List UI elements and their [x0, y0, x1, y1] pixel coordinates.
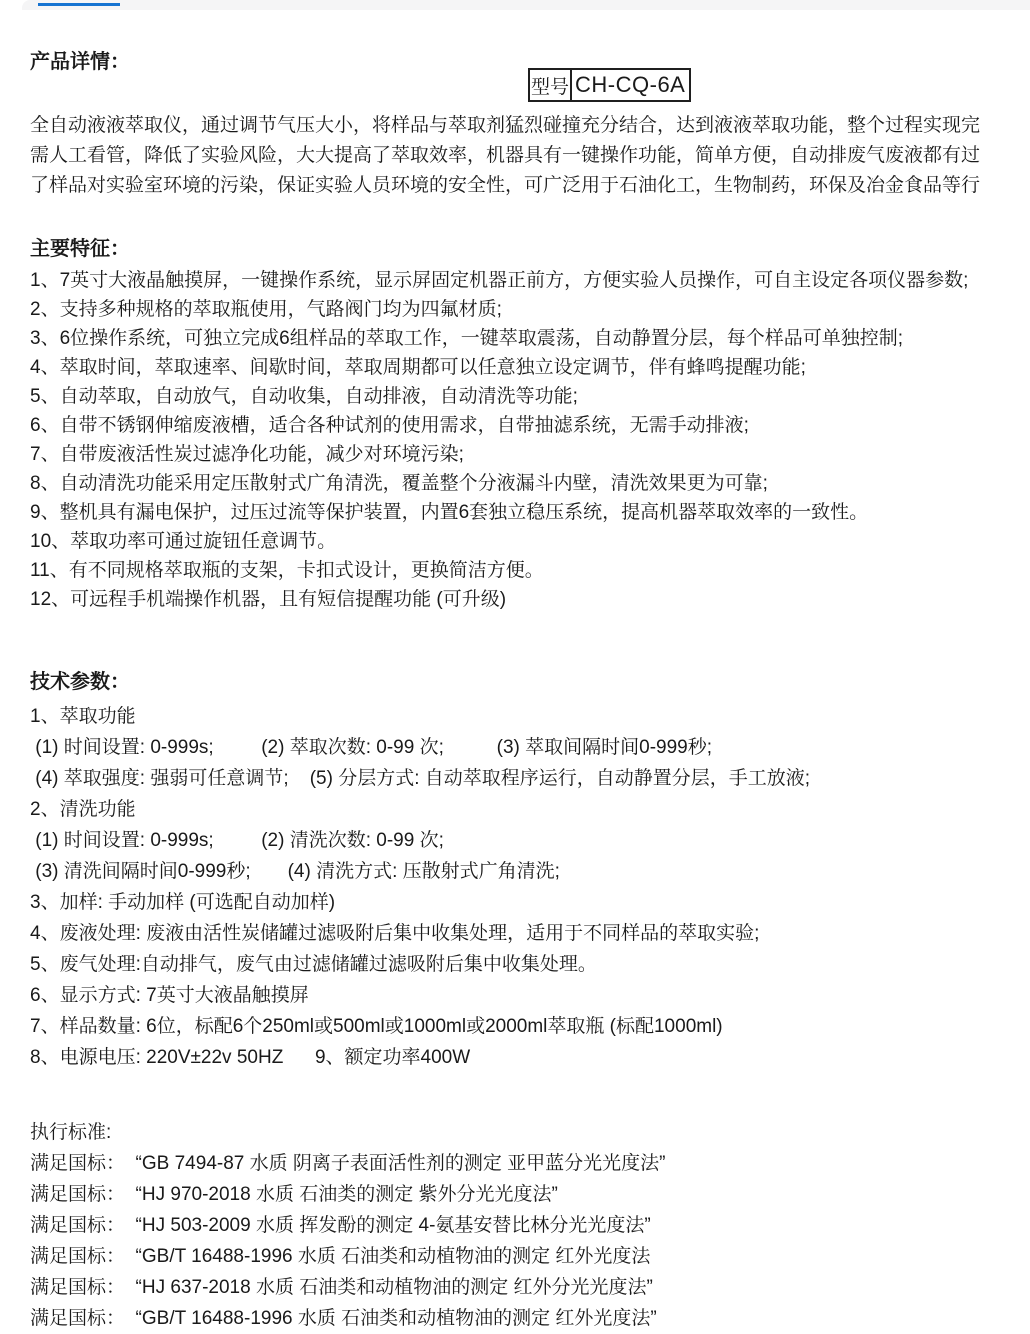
standard-line: 满足国标： “HJ 503-2009 水质 挥发酚的测定 4-氨基安替比林分光光度法”	[30, 1215, 651, 1236]
spec-line: 8、电源电压: 220V±22v 50HZ 9、额定功率400W	[30, 1047, 471, 1068]
spec-line: (3) 清洗间隔时间0-999秒; (4) 清洗方式: 压散射式广角清洗;	[30, 861, 560, 882]
specs-list	[30, 701, 1030, 1073]
feature-item: 7、自带废液活性炭过滤净化功能，减少对环境污染;	[30, 444, 464, 465]
feature-item: 9、整机具有漏电保护，过压过流等保护装置，内置6套独立稳压系统，提高机器萃取效率的一致性。	[30, 502, 869, 523]
product-description-paragraph	[30, 111, 1030, 201]
spec-line: 5、废气处理:自动排气，废气由过滤储罐过滤吸附后集中收集处理。	[30, 954, 597, 975]
spec-line: (4) 萃取强度: 强弱可任意调节; (5) 分层方式: 自动萃取程序运行，自动静置分层，手工放液;	[30, 768, 811, 789]
product-details-heading: 产品详情：	[30, 51, 130, 73]
spec-line: 1、萃取功能	[30, 706, 136, 727]
standard-line: 满足国标： “GB 7494-87 水质 阴离子表面活性剂的测定 亚甲蓝分光光度法”	[30, 1153, 666, 1174]
feature-item: 5、自动萃取，自动放气，自动收集，自动排液，自动清洗等功能;	[30, 386, 578, 407]
spec-line: 7、样品数量: 6位，标配6个250ml或500ml或1000ml或2000ml萃取瓶 (标配1000ml)	[30, 1016, 723, 1037]
spec-line: 4、废液处理: 废液由活性炭储罐过滤吸附后集中收集处理，适用于不同样品的萃取实验;	[30, 923, 760, 944]
spec-line: 6、显示方式: 7英寸大液晶触摸屏	[30, 985, 309, 1006]
feature-item: 6、自带不锈钢伸缩废液槽，适合各种试剂的使用需求，自带抽滤系统，无需手动排液;	[30, 415, 749, 436]
description-line: 了样品对实验室环境的污染，保证实验人员环境的安全性，可广泛用于石油化工，生物制药，环保及冶金食品等行	[30, 175, 981, 196]
feature-item: 10、萃取功率可通过旋钮任意调节。	[30, 531, 337, 552]
spec-line: 2、清洗功能	[30, 799, 136, 820]
product-detail-page	[0, 50, 1030, 1334]
standard-line: 满足国标： “HJ 637-2018 水质 石油类和动植物油的测定 红外分光光度法”	[30, 1277, 653, 1298]
feature-item: 4、萃取时间，萃取速率、间歇时间，萃取周期都可以任意独立设定调节，伴有蜂鸣提醒功能;	[30, 357, 806, 378]
spec-line: 3、加样: 手动加样 (可选配自动加样)	[30, 892, 336, 913]
standard-line: 满足国标： “GB/T 16488-1996 水质 石油类和动植物油的测定 红外光度法”	[30, 1308, 657, 1329]
feature-item: 1、7英寸大液晶触摸屏，一键操作系统，显示屏固定机器正前方，方便实验人员操作，可自主设定各项仪器参数;	[30, 270, 969, 291]
spec-line: (1) 时间设置: 0-999s; (2) 清洗次数: 0-99 次;	[30, 830, 444, 851]
active-tab-underline[interactable]	[38, 3, 120, 6]
spec-line: (1) 时间设置: 0-999s; (2) 萃取次数: 0-99 次; (3) 萃取间隔时间0-999秒;	[30, 737, 713, 758]
standard-line: 满足国标： “HJ 970-2018 水质 石油类的测定 紫外分光光度法”	[30, 1184, 558, 1205]
specs-heading: 技术参数：	[30, 671, 130, 693]
features-heading: 主要特征：	[30, 238, 130, 260]
features-list	[30, 266, 1030, 614]
model-number-box	[528, 68, 691, 102]
standards-heading: 执行标准:	[30, 1122, 112, 1143]
model-value: CH-CQ-6A	[575, 72, 686, 97]
feature-item: 8、自动清洗功能采用定压散射式广角清洗，覆盖整个分液漏斗内壁，清洗效果更为可靠;	[30, 473, 768, 494]
standards-list	[30, 1148, 1030, 1334]
tab-strip	[22, 0, 1030, 10]
description-line: 全自动液液萃取仪，通过调节气压大小，将样品与萃取剂猛烈碰撞充分结合，达到液液萃取功能，整个过程实现完	[30, 115, 981, 136]
feature-item: 3、6位操作系统，可独立完成6组样品的萃取工作，一键萃取震荡，自动静置分层，每个样品可单独控制;	[30, 328, 903, 349]
description-line: 需人工看管，降低了实验风险，大大提高了萃取效率，机器具有一键操作功能，简单方便，自动排废气废液都有过	[30, 145, 981, 166]
standard-line: 满足国标： “GB/T 16488-1996 水质 石油类和动植物油的测定 红外光度法	[30, 1246, 651, 1267]
feature-item: 2、支持多种规格的萃取瓶使用，气路阀门均为四氟材质;	[30, 299, 502, 320]
model-label: 型号	[530, 70, 572, 100]
feature-item: 12、可远程手机端操作机器，且有短信提醒功能 (可升级)	[30, 589, 507, 610]
feature-item: 11、有不同规格萃取瓶的支架，卡扣式设计，更换简洁方便。	[30, 560, 544, 581]
